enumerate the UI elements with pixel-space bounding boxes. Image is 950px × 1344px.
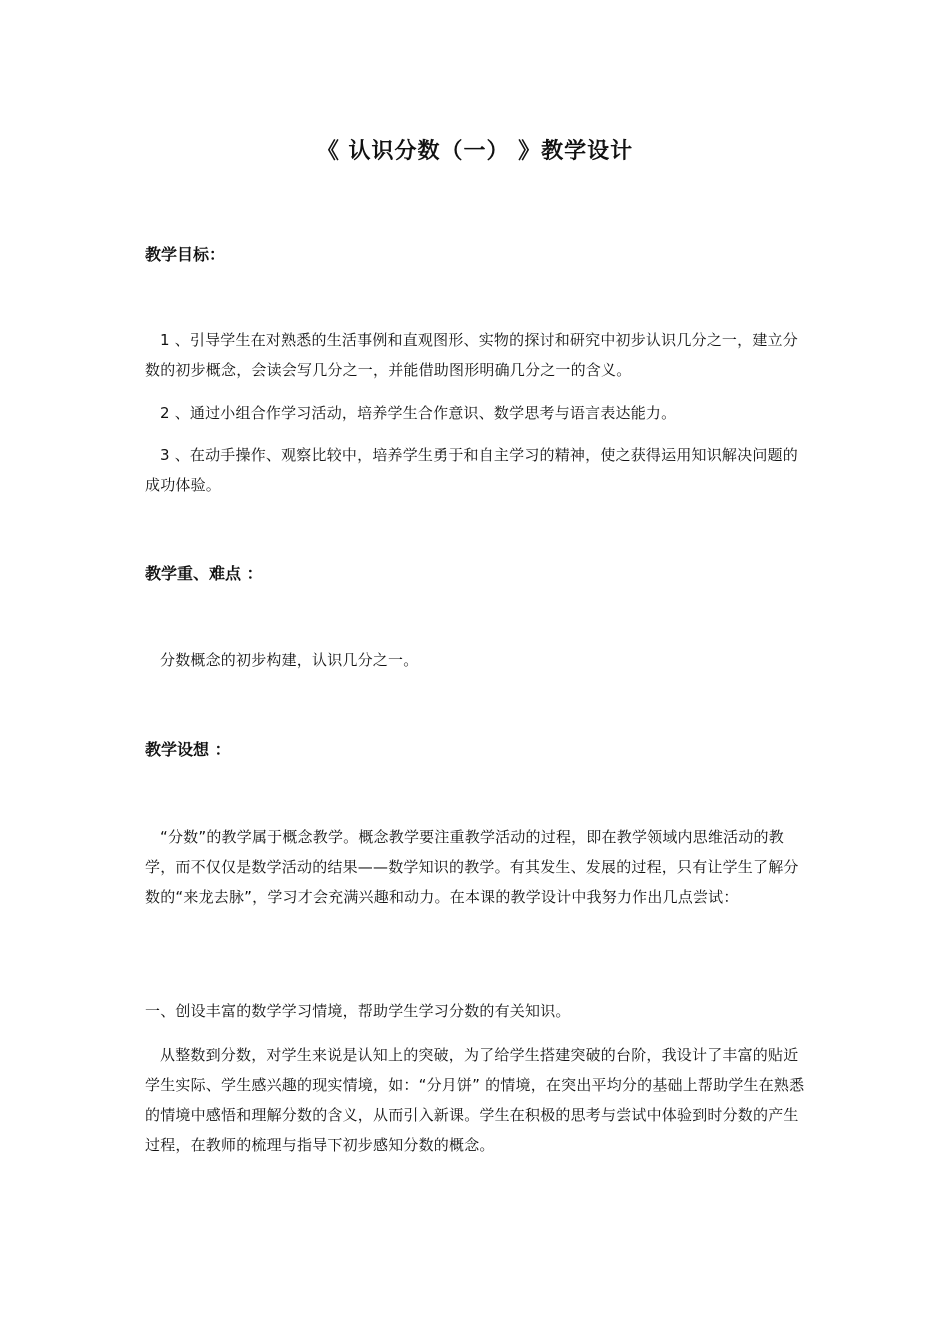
objective-item-2: 2 、通过小组合作学习活动，培养学生合作意识、数学思考与语言表达能力。 bbox=[160, 404, 677, 422]
key-points-heading: 教学重、难点 ： bbox=[145, 564, 263, 583]
document-title: 《 认识分数（一） 》教学设计 bbox=[316, 139, 634, 164]
concept-heading: 教学设想 ： bbox=[145, 740, 231, 759]
concept-point-1-text: 从整数到分数，对学生来说是认知上的突破，为了给学生搭建突破的台阶，我设计了丰富的贴近学生实际、学生感兴趣的现实情境，如：“分月饼” 的情境，在突出平均分的基础上帮助学生在熟悉的情境中感悟和理解分数的含义，从而引入新课。学生在积极的思考与尝试中体验到时分数的产生过程，在教师的梳理与指导下初步感知分数的概念。 bbox=[145, 1046, 805, 1154]
objectives-heading: 教学目标： bbox=[145, 245, 226, 264]
concept-intro: “分数”的教学属于概念教学。概念教学要注重教学活动的过程，即在教学领域内思维活动的教学，而不仅仅是数学活动的结果——数学知识的教学。有其发生、发展的过程，只有让学生了解分数的“来龙去脉”，学习才会充满兴趣和动力。在本课的教学设计中我努力作出几点尝试： bbox=[145, 828, 799, 906]
concept-point-1-title: 一、创设丰富的数学学习情境，帮助学生学习分数的有关知识。 bbox=[145, 1002, 571, 1020]
objective-item-1: 1 、引导学生在对熟悉的生活事例和直观图形、实物的探讨和研究中初步认识几分之一，建立分数的初步概念，会读会写几分之一，并能借助图形明确几分之一的含义。 bbox=[145, 331, 798, 379]
objective-item-3: 3 、在动手操作、观察比较中，培养学生勇于和自主学习的精神，使之获得运用知识解决问题的成功体验。 bbox=[145, 446, 798, 494]
key-points-text: 分数概念的初步构建，认识几分之一。 bbox=[160, 651, 419, 669]
